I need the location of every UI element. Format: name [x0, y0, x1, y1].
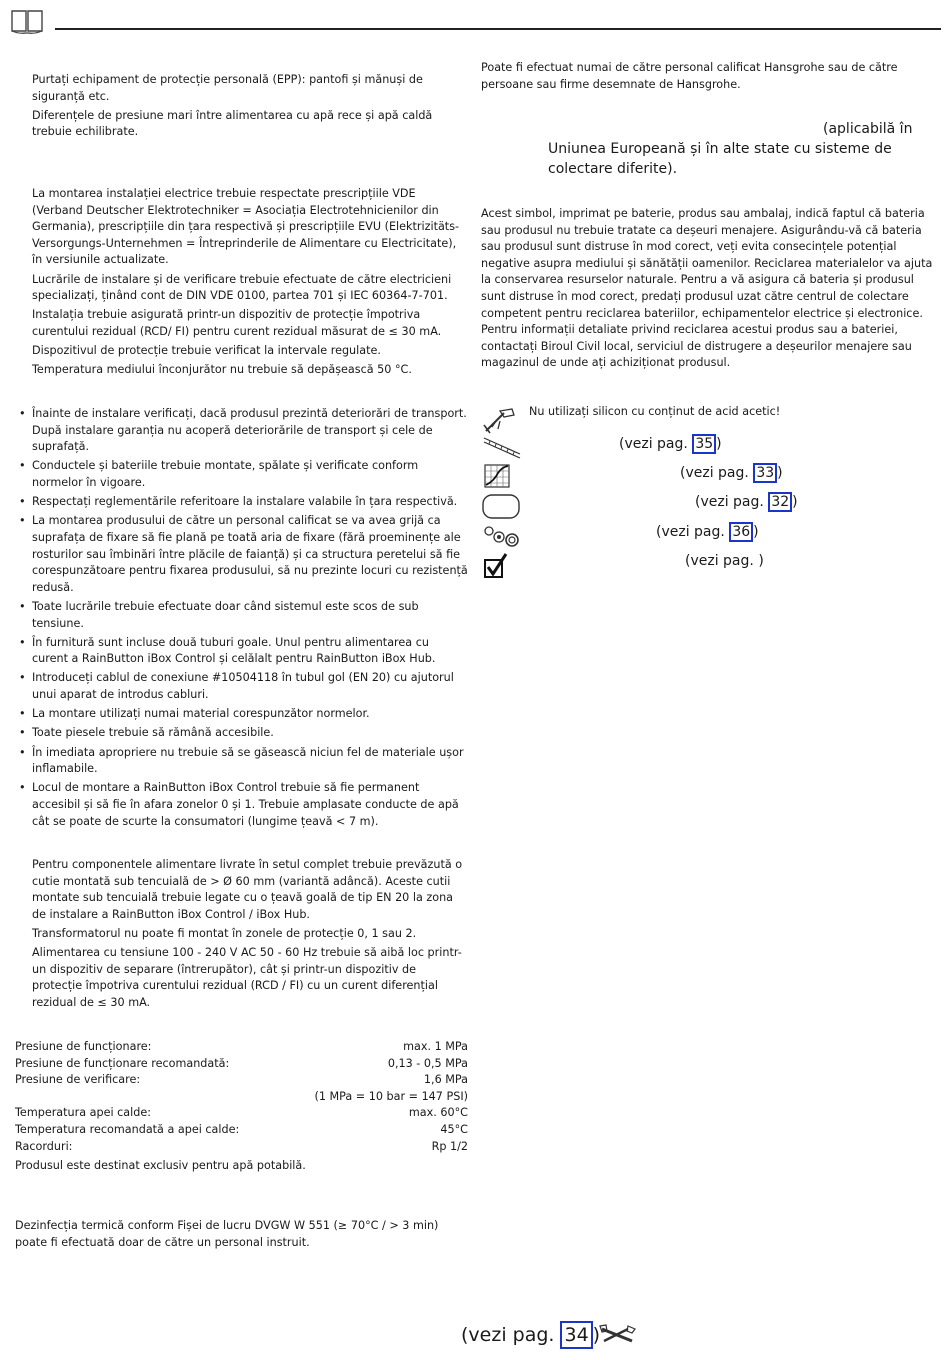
pressure-balance-text: Diferențele de presiune mari între alimentarea cu apă rece și apă caldă trebuie echilibrate.: [32, 108, 433, 139]
spare-parts-icon: [482, 523, 522, 549]
bullet-item: • În imediata apropriere nu trebuie să se găsească niciun fel de materiale ușor inflamabile.: [19, 745, 468, 778]
protection-check-text: Dispozitivul de protecție trebuie verificat la intervale regulate.: [32, 344, 381, 358]
electricians-text: Lucrările de instalare și de verificare trebuie efectuate de către electricieni specializați, ținând cont de DIN VDE 0100, partea 701 și IEC 60364-7-701.: [32, 272, 452, 303]
eu-note-line1: (aplicabilă în: [823, 121, 913, 137]
components-section: [32, 857, 468, 1014]
ref-suffix: ): [716, 436, 722, 452]
ref-suffix: ): [758, 553, 764, 569]
bullet-item: • Respectați reglementările referitoare la instalare valabile în țara respectivă.: [19, 494, 468, 511]
ref-flow-diagram: [680, 463, 783, 483]
spec-label: Presiune de funcționare recomandată:: [15, 1056, 230, 1070]
bullet-item: • În furnitură sunt incluse două tuburi goale. Unul pentru alimentarea cu curent a RainButton iBox Control și celălalt pentru RainButton iBox Hub.: [19, 635, 468, 668]
ref-test-certificate: [685, 551, 764, 571]
spec-label: Temperatura apei calde:: [15, 1106, 152, 1120]
checkbox-icon: [482, 552, 522, 578]
spec-value: 0,13 - 0,5 MPa: [387, 1056, 468, 1070]
spec-label: Presiune de verificare:: [15, 1073, 141, 1087]
spec-value: 1,6 MPa: [423, 1073, 468, 1087]
spec-label: Racorduri:: [15, 1139, 73, 1153]
bullet-item: • Locul de montare a RainButton iBox Control trebuie să fie permanent accesibil și să fie în afara zonelor 0 și 1. Trebuie amplasate conducte de apă cât se poate de scurte la consumatori (lungime țeavă < 7 m).: [19, 780, 468, 830]
ppe-section: [32, 72, 468, 144]
spec-row: [15, 1105, 468, 1122]
flow-diagram-icon: [482, 463, 522, 489]
ref-prefix: (vezi pag.: [619, 436, 693, 452]
rcd-text: Instalația trebuie asigurată printr-un dispozitiv de protecție împotriva curentului rezidual (RCD/ FI) pentru curent rezidual măsurat de ≤ 30 mA.: [32, 308, 442, 338]
hansgrohe-service-text: Poate fi efectuat numai de către personal calificat Hansgrohe sau de către persoane sau firme desemnate de Hansgrohe.: [481, 61, 898, 91]
bullet-item: • Toate lucrările trebuie efectuate doar când sistemul este scos de sub tensiune.: [19, 599, 468, 632]
spec-value: 45°C: [440, 1122, 468, 1136]
page-link[interactable]: 32: [768, 492, 792, 512]
ref-spare-parts: [656, 522, 759, 542]
bullet-item: • Conductele și bateriile trebuie montate, spălate și verificate conform normelor în vigoare.: [19, 458, 468, 491]
page-link[interactable]: 36: [729, 522, 753, 542]
ref-prefix: (vezi pag.: [656, 524, 730, 540]
silicone-gun-icon: [482, 405, 522, 435]
spec-row: [15, 1139, 468, 1156]
electrical-section: [32, 186, 468, 382]
symbol-icon: [482, 494, 522, 520]
installation-bullets: [19, 406, 468, 833]
ref-prefix: (vezi pag.: [685, 553, 759, 569]
spec-value: (1 MPa = 10 bar = 147 PSI): [314, 1089, 468, 1103]
spec-value: max. 1 MPa: [403, 1040, 468, 1053]
spec-label: Presiune de funcționare:: [15, 1040, 152, 1053]
vde-text: La montarea instalației electrice trebuie respectate prescripțiile VDE (Verband Deutscher Elektrotechniker = Asociația Electrotehnicienilor din Germania), prescripțiile din țara respectivă și prescripțiile EVU (Elektrizitäts-Versorgungs-Unternehmen = Întreprinderile de Alimentare cu Electricitate), în versiunile actualizate.: [32, 187, 460, 267]
ref-suffix: ): [592, 1324, 601, 1346]
bullet-item: • Înainte de instalare verificați, dacă produsul prezintă deteriorări de transport. După instalare garanția nu acoperă deteriorările de transport și cele de suprafață.: [19, 406, 468, 456]
eu-note-line2: Uniunea Europeană și în alte state cu sisteme de colectare diferite).: [548, 141, 892, 177]
ref-prefix: (vezi pag.: [461, 1324, 561, 1346]
transformer-text: Transformatorul nu poate fi montat în zonele de protecție 0, 1 sau 2.: [32, 926, 417, 940]
potable-note: Produsul este destinat exclusiv pentru apă potabilă.: [15, 1159, 306, 1172]
bullet-item: • La montare utilizați numai material corespunzător normelor.: [19, 706, 468, 723]
ref-suffix: ): [792, 494, 798, 510]
bullet-item: • Toate piesele trebuie să rămână accesibile.: [19, 725, 468, 742]
bullet-item: • La montarea produsului de către un personal calificat se va avea grijă ca suprafața de fixare să fie plană pe toată aria de fixare (fără proeminențe ale rosturilor sau îmbinări între plăcile de faianță) și ca structura peretelui să fie corespunzătoare pentru fixarea produsului, să nu prezinte locuri cu rezistență redusă.: [19, 513, 468, 596]
spec-row: [15, 1039, 468, 1056]
ambient-temp-text: Temperatura mediului înconjurător nu trebuie să depășească 50 °C.: [32, 363, 412, 377]
spec-row: [15, 1122, 468, 1139]
page-link[interactable]: 34: [560, 1321, 592, 1349]
ppe-text: Purtați echipament de protecție personală (EPP): pantofi și mănuși de siguranță etc.: [32, 73, 423, 103]
page-link[interactable]: 35: [692, 434, 716, 454]
technical-specs: [15, 1039, 468, 1155]
spec-row: [15, 1072, 468, 1089]
header-rule: [55, 28, 941, 30]
ref-prefix: (vezi pag.: [680, 465, 754, 481]
ref-prefix: (vezi pag.: [695, 494, 769, 510]
silicone-warning: Nu utilizați silicon cu conținut de acid acetic!: [529, 405, 781, 418]
footer-reference: [461, 1321, 600, 1349]
dimensions-icon: [482, 434, 522, 460]
ref-dimensions: [619, 434, 722, 454]
spec-label: Temperatura recomandată a apei calde:: [15, 1122, 240, 1136]
book-icon: [10, 7, 44, 35]
bullet-item: • Introduceți cablul de conexiune #10504118 în tubul gol (EN 20) cu ajutorul unui aparat de introdus cabluri.: [19, 670, 468, 703]
components-text: Pentru componentele alimentare livrate în setul complet trebuie prevăzută o cutie montată sub tencuială de > Ø 60 mm (variantă adâncă). Aceste cutii montate sub tencuială trebuie legate cu o țeavă goală de tip EN 20 la zona de instalare a RainButton iBox Control / iBox Hub.: [32, 858, 463, 921]
ref-suffix: ): [753, 524, 759, 540]
power-supply-text: Alimentarea cu tensiune 100 - 240 V AC 50 - 60 Hz trebuie să aibă loc printr-un dispozitiv de separare (întrerupător), cât și printr-un dispozitiv de protecție împotriva curentului rezidual (RCD / FI) cu un curent diferențial rezidual de ≤ 30 mA.: [32, 946, 462, 1009]
spec-value: Rp 1/2: [431, 1139, 468, 1153]
ref-suffix: ): [777, 465, 783, 481]
spec-row: [15, 1089, 468, 1106]
spec-value: max. 60°C: [408, 1106, 468, 1120]
ref-symbol: [695, 492, 798, 512]
recycling-text: Acest simbol, imprimat pe baterie, produs sau ambalaj, indică faptul că bateria sau produsul nu trebuie tratate ca deșeuri menajere. Asigurându-vă că bateria sau produsul sunt distruse în mod corect, veți evita consecințele potențial negative asupra mediului și sănătății oamenilor. Reciclarea materialelor va ajuta la conservarea resurselor naturale. Pentru a vă asigura că bateria și produsul sunt distruse în mod corect, predați produsul uzat către centrul de colectare competent pentru reciclarea bateriilor, echipamentelor electrice și electronice. Pentru informații detaliate privind reciclarea acestui produs sau a bateriei, contactați Biroul Civil local, serviciul de distrugere a deșeurilor menajere sau magazinul de unde ați achiziționat produsul.: [481, 207, 933, 370]
disinfection-note: Dezinfecția termică conform Fișei de lucru DVGW W 551 (≥ 70°C / > 3 min) poate fi efectuată doar de către un personal instruit.: [15, 1219, 439, 1249]
wrench-screwdriver-icon: [598, 1323, 638, 1347]
spec-row: [15, 1056, 468, 1073]
page-link[interactable]: 33: [753, 463, 777, 483]
